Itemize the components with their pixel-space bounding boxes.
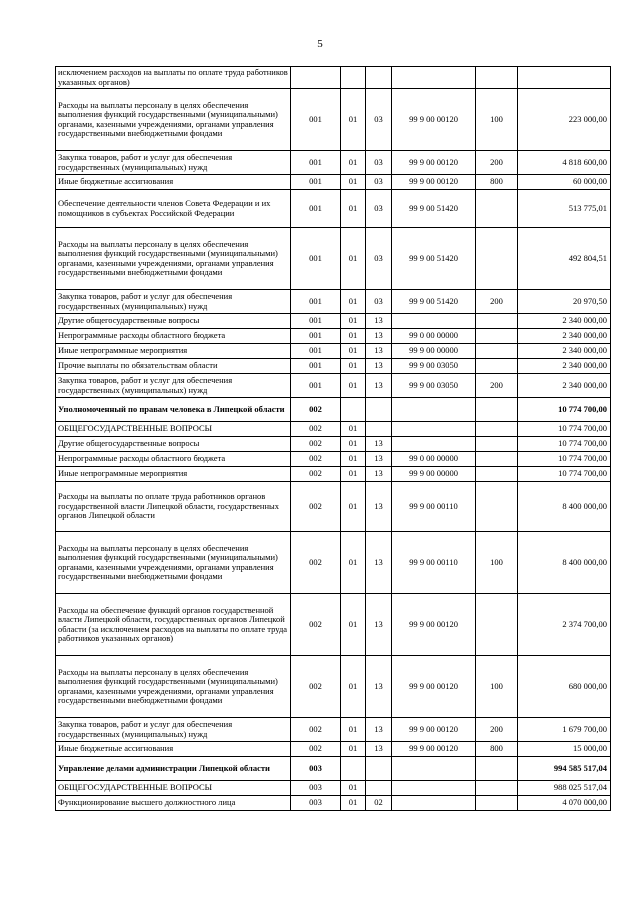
expense-type-cell: 800 [476, 175, 518, 190]
amount-cell: 10 774 700,00 [518, 452, 611, 467]
table-row [56, 781, 611, 796]
admin-code-cell: 001 [291, 359, 341, 374]
section-code-cell: 01 [341, 422, 366, 437]
expense-type-cell: 200 [476, 374, 518, 398]
expense-type-cell [476, 437, 518, 452]
target-article-cell: 99 9 00 00000 [392, 344, 476, 359]
target-article-cell: 99 9 00 00120 [392, 742, 476, 757]
section-code-cell: 01 [341, 796, 366, 811]
admin-code-cell: 001 [291, 89, 341, 151]
target-article-cell [392, 398, 476, 422]
section-code-cell: 01 [341, 359, 366, 374]
amount-cell: 680 000,00 [518, 656, 611, 718]
section-code-cell: 01 [341, 89, 366, 151]
amount-cell: 15 000,00 [518, 742, 611, 757]
amount-cell [518, 67, 611, 89]
row-name-cell: Иные бюджетные ассигнования [56, 742, 291, 757]
target-article-cell: 99 9 00 51420 [392, 228, 476, 290]
amount-cell: 2 340 000,00 [518, 344, 611, 359]
table-row [56, 67, 611, 89]
expense-type-cell [476, 594, 518, 656]
table-row [56, 329, 611, 344]
target-article-cell: 99 9 00 00120 [392, 89, 476, 151]
section-code-cell: 01 [341, 329, 366, 344]
subsection-code-cell [366, 781, 392, 796]
row-name-cell: Иные бюджетные ассигнования [56, 175, 291, 190]
section-code-cell: 01 [341, 718, 366, 742]
table-row [56, 757, 611, 781]
amount-cell: 10 774 700,00 [518, 467, 611, 482]
subsection-code-cell [366, 398, 392, 422]
table-row [56, 422, 611, 437]
table-row [56, 359, 611, 374]
admin-code-cell: 001 [291, 314, 341, 329]
expense-type-cell [476, 781, 518, 796]
target-article-cell: 99 9 00 00120 [392, 175, 476, 190]
target-article-cell: 99 0 00 00000 [392, 452, 476, 467]
row-name-cell: Закупка товаров, работ и услуг для обеспечения государственных (муниципальных) нужд [56, 290, 291, 314]
row-name-cell: Прочие выплаты по обязательствам области [56, 359, 291, 374]
row-name-cell: Расходы на выплаты персоналу в целях обеспечения выполнения функций государственными (муниципальными) органами, казенными учреждениями, органами управления государственными внебюджетными фондами [56, 532, 291, 594]
section-code-cell: 01 [341, 437, 366, 452]
expense-type-cell [476, 757, 518, 781]
amount-cell: 2 340 000,00 [518, 314, 611, 329]
target-article-cell: 99 9 00 00110 [392, 532, 476, 594]
expense-type-cell [476, 314, 518, 329]
subsection-code-cell: 13 [366, 329, 392, 344]
table-row [56, 437, 611, 452]
subsection-code-cell: 13 [366, 594, 392, 656]
section-code-cell [341, 67, 366, 89]
amount-cell: 994 585 517,04 [518, 757, 611, 781]
table-row [56, 398, 611, 422]
expense-type-cell: 800 [476, 742, 518, 757]
row-name-cell: Расходы на выплаты персоналу в целях обеспечения выполнения функций государственными (муниципальными) органами, казенными учреждениями, органами управления государственными внебюджетными фондами [56, 228, 291, 290]
section-code-cell: 01 [341, 290, 366, 314]
admin-code-cell: 002 [291, 656, 341, 718]
target-article-cell [392, 781, 476, 796]
table-row [56, 656, 611, 718]
section-code-cell: 01 [341, 374, 366, 398]
target-article-cell: 99 9 00 00000 [392, 467, 476, 482]
section-code-cell: 01 [341, 467, 366, 482]
table-row [56, 314, 611, 329]
admin-code-cell: 001 [291, 290, 341, 314]
amount-cell: 2 374 700,00 [518, 594, 611, 656]
row-name-cell: Уполномоченный по правам человека в Липецкой области [56, 398, 291, 422]
subsection-code-cell: 13 [366, 374, 392, 398]
subsection-code-cell: 13 [366, 314, 392, 329]
expense-type-cell [476, 344, 518, 359]
admin-code-cell: 002 [291, 594, 341, 656]
amount-cell: 513 775,01 [518, 190, 611, 228]
target-article-cell: 99 9 00 00110 [392, 482, 476, 532]
expense-type-cell [476, 796, 518, 811]
admin-code-cell: 002 [291, 452, 341, 467]
section-code-cell: 01 [341, 314, 366, 329]
subsection-code-cell: 13 [366, 742, 392, 757]
table-row [56, 467, 611, 482]
expense-type-cell [476, 329, 518, 344]
row-name-cell: Закупка товаров, работ и услуг для обеспечения государственных (муниципальных) нужд [56, 718, 291, 742]
budget-table [55, 66, 611, 811]
row-name-cell: Обеспечение деятельности членов Совета Федерации и их помощников в субъектах Российской Федерации [56, 190, 291, 228]
admin-code-cell: 002 [291, 532, 341, 594]
subsection-code-cell: 03 [366, 175, 392, 190]
expense-type-cell [476, 190, 518, 228]
expense-type-cell [476, 452, 518, 467]
amount-cell: 2 340 000,00 [518, 359, 611, 374]
target-article-cell: 99 0 00 00000 [392, 329, 476, 344]
amount-cell: 4 070 000,00 [518, 796, 611, 811]
expense-type-cell: 200 [476, 290, 518, 314]
table-row [56, 742, 611, 757]
table-row [56, 374, 611, 398]
admin-code-cell: 003 [291, 781, 341, 796]
amount-cell: 60 000,00 [518, 175, 611, 190]
admin-code-cell: 001 [291, 374, 341, 398]
target-article-cell: 99 9 00 00120 [392, 594, 476, 656]
table-row [56, 228, 611, 290]
admin-code-cell: 003 [291, 757, 341, 781]
expense-type-cell [476, 422, 518, 437]
admin-code-cell: 002 [291, 718, 341, 742]
page-number: 5 [317, 38, 323, 50]
subsection-code-cell: 13 [366, 482, 392, 532]
expense-type-cell: 100 [476, 656, 518, 718]
row-name-cell: исключением расходов на выплаты по оплате труда работников указанных органов) [56, 67, 291, 89]
row-name-cell: Другие общегосударственные вопросы [56, 314, 291, 329]
section-code-cell [341, 398, 366, 422]
amount-cell: 1 679 700,00 [518, 718, 611, 742]
expense-type-cell: 200 [476, 718, 518, 742]
table-row [56, 89, 611, 151]
table-row [56, 151, 611, 175]
target-article-cell [392, 796, 476, 811]
subsection-code-cell: 13 [366, 344, 392, 359]
table-row [56, 344, 611, 359]
expense-type-cell [476, 359, 518, 374]
section-code-cell: 01 [341, 482, 366, 532]
subsection-code-cell: 13 [366, 452, 392, 467]
table-row [56, 452, 611, 467]
admin-code-cell: 002 [291, 398, 341, 422]
target-article-cell: 99 9 00 00120 [392, 151, 476, 175]
admin-code-cell [291, 67, 341, 89]
section-code-cell: 01 [341, 742, 366, 757]
section-code-cell: 01 [341, 781, 366, 796]
section-code-cell: 01 [341, 175, 366, 190]
row-name-cell: ОБЩЕГОСУДАРСТВЕННЫЕ ВОПРОСЫ [56, 422, 291, 437]
amount-cell: 4 818 600,00 [518, 151, 611, 175]
subsection-code-cell: 13 [366, 437, 392, 452]
target-article-cell: 99 9 00 51420 [392, 290, 476, 314]
target-article-cell: 99 9 00 03050 [392, 374, 476, 398]
section-code-cell: 01 [341, 228, 366, 290]
amount-cell: 8 400 000,00 [518, 532, 611, 594]
target-article-cell: 99 9 00 03050 [392, 359, 476, 374]
admin-code-cell: 003 [291, 796, 341, 811]
subsection-code-cell: 03 [366, 151, 392, 175]
row-name-cell: Непрограммные расходы областного бюджета [56, 452, 291, 467]
row-name-cell: Расходы на обеспечение функций органов государственной власти Липецкой области, государственных органов Липецкой области (за исключением расходов на выплаты по оплате труда работников указанных органов) [56, 594, 291, 656]
subsection-code-cell [366, 757, 392, 781]
row-name-cell: Закупка товаров, работ и услуг для обеспечения государственных (муниципальных) нужд [56, 374, 291, 398]
target-article-cell [392, 437, 476, 452]
admin-code-cell: 002 [291, 742, 341, 757]
subsection-code-cell: 13 [366, 359, 392, 374]
amount-cell: 10 774 700,00 [518, 398, 611, 422]
admin-code-cell: 002 [291, 482, 341, 532]
admin-code-cell: 001 [291, 228, 341, 290]
amount-cell: 2 340 000,00 [518, 374, 611, 398]
section-code-cell [341, 757, 366, 781]
expense-type-cell: 100 [476, 89, 518, 151]
row-name-cell: Расходы на выплаты по оплате труда работников органов государственной власти Липецкой области, государственных органов Липецкой области [56, 482, 291, 532]
expense-type-cell: 100 [476, 532, 518, 594]
subsection-code-cell: 03 [366, 190, 392, 228]
admin-code-cell: 001 [291, 329, 341, 344]
row-name-cell: Непрограммные расходы областного бюджета [56, 329, 291, 344]
admin-code-cell: 002 [291, 467, 341, 482]
subsection-code-cell [366, 67, 392, 89]
row-name-cell: Расходы на выплаты персоналу в целях обеспечения выполнения функций государственными (муниципальными) органами, казенными учреждениями, органами управления государственными внебюджетными фондами [56, 656, 291, 718]
expense-type-cell [476, 228, 518, 290]
amount-cell: 2 340 000,00 [518, 329, 611, 344]
section-code-cell: 01 [341, 532, 366, 594]
target-article-cell [392, 67, 476, 89]
budget-table-body [56, 67, 611, 811]
table-row [56, 594, 611, 656]
section-code-cell: 01 [341, 594, 366, 656]
table-row [56, 290, 611, 314]
expense-type-cell [476, 467, 518, 482]
section-code-cell: 01 [341, 344, 366, 359]
admin-code-cell: 001 [291, 151, 341, 175]
row-name-cell: Расходы на выплаты персоналу в целях обеспечения выполнения функций государственными (муниципальными) органами, казенными учреждениями, органами управления государственными внебюджетными фондами [56, 89, 291, 151]
subsection-code-cell: 13 [366, 656, 392, 718]
amount-cell: 10 774 700,00 [518, 422, 611, 437]
section-code-cell: 01 [341, 151, 366, 175]
subsection-code-cell: 13 [366, 718, 392, 742]
section-code-cell: 01 [341, 190, 366, 228]
expense-type-cell [476, 482, 518, 532]
admin-code-cell: 001 [291, 344, 341, 359]
target-article-cell [392, 422, 476, 437]
expense-type-cell: 200 [476, 151, 518, 175]
table-row [56, 532, 611, 594]
subsection-code-cell: 03 [366, 89, 392, 151]
expense-type-cell [476, 398, 518, 422]
row-name-cell: Функционирование высшего должностного лица [56, 796, 291, 811]
target-article-cell [392, 757, 476, 781]
subsection-code-cell: 13 [366, 467, 392, 482]
admin-code-cell: 001 [291, 190, 341, 228]
row-name-cell: Иные непрограммные мероприятия [56, 467, 291, 482]
target-article-cell: 99 9 00 51420 [392, 190, 476, 228]
table-row [56, 718, 611, 742]
amount-cell: 10 774 700,00 [518, 437, 611, 452]
row-name-cell: Иные непрограммные мероприятия [56, 344, 291, 359]
table-row [56, 190, 611, 228]
table-row [56, 482, 611, 532]
section-code-cell: 01 [341, 452, 366, 467]
row-name-cell: Управление делами администрации Липецкой области [56, 757, 291, 781]
amount-cell: 492 804,51 [518, 228, 611, 290]
admin-code-cell: 001 [291, 175, 341, 190]
target-article-cell: 99 9 00 00120 [392, 718, 476, 742]
subsection-code-cell: 02 [366, 796, 392, 811]
admin-code-cell: 002 [291, 422, 341, 437]
subsection-code-cell: 03 [366, 290, 392, 314]
target-article-cell [392, 314, 476, 329]
row-name-cell: ОБЩЕГОСУДАРСТВЕННЫЕ ВОПРОСЫ [56, 781, 291, 796]
target-article-cell: 99 9 00 00120 [392, 656, 476, 718]
amount-cell: 20 970,50 [518, 290, 611, 314]
amount-cell: 8 400 000,00 [518, 482, 611, 532]
amount-cell: 988 025 517,04 [518, 781, 611, 796]
table-row [56, 796, 611, 811]
subsection-code-cell: 13 [366, 532, 392, 594]
admin-code-cell: 002 [291, 437, 341, 452]
table-row [56, 175, 611, 190]
expense-type-cell [476, 67, 518, 89]
subsection-code-cell: 03 [366, 228, 392, 290]
row-name-cell: Закупка товаров, работ и услуг для обеспечения государственных (муниципальных) нужд [56, 151, 291, 175]
subsection-code-cell [366, 422, 392, 437]
section-code-cell: 01 [341, 656, 366, 718]
amount-cell: 223 000,00 [518, 89, 611, 151]
row-name-cell: Другие общегосударственные вопросы [56, 437, 291, 452]
